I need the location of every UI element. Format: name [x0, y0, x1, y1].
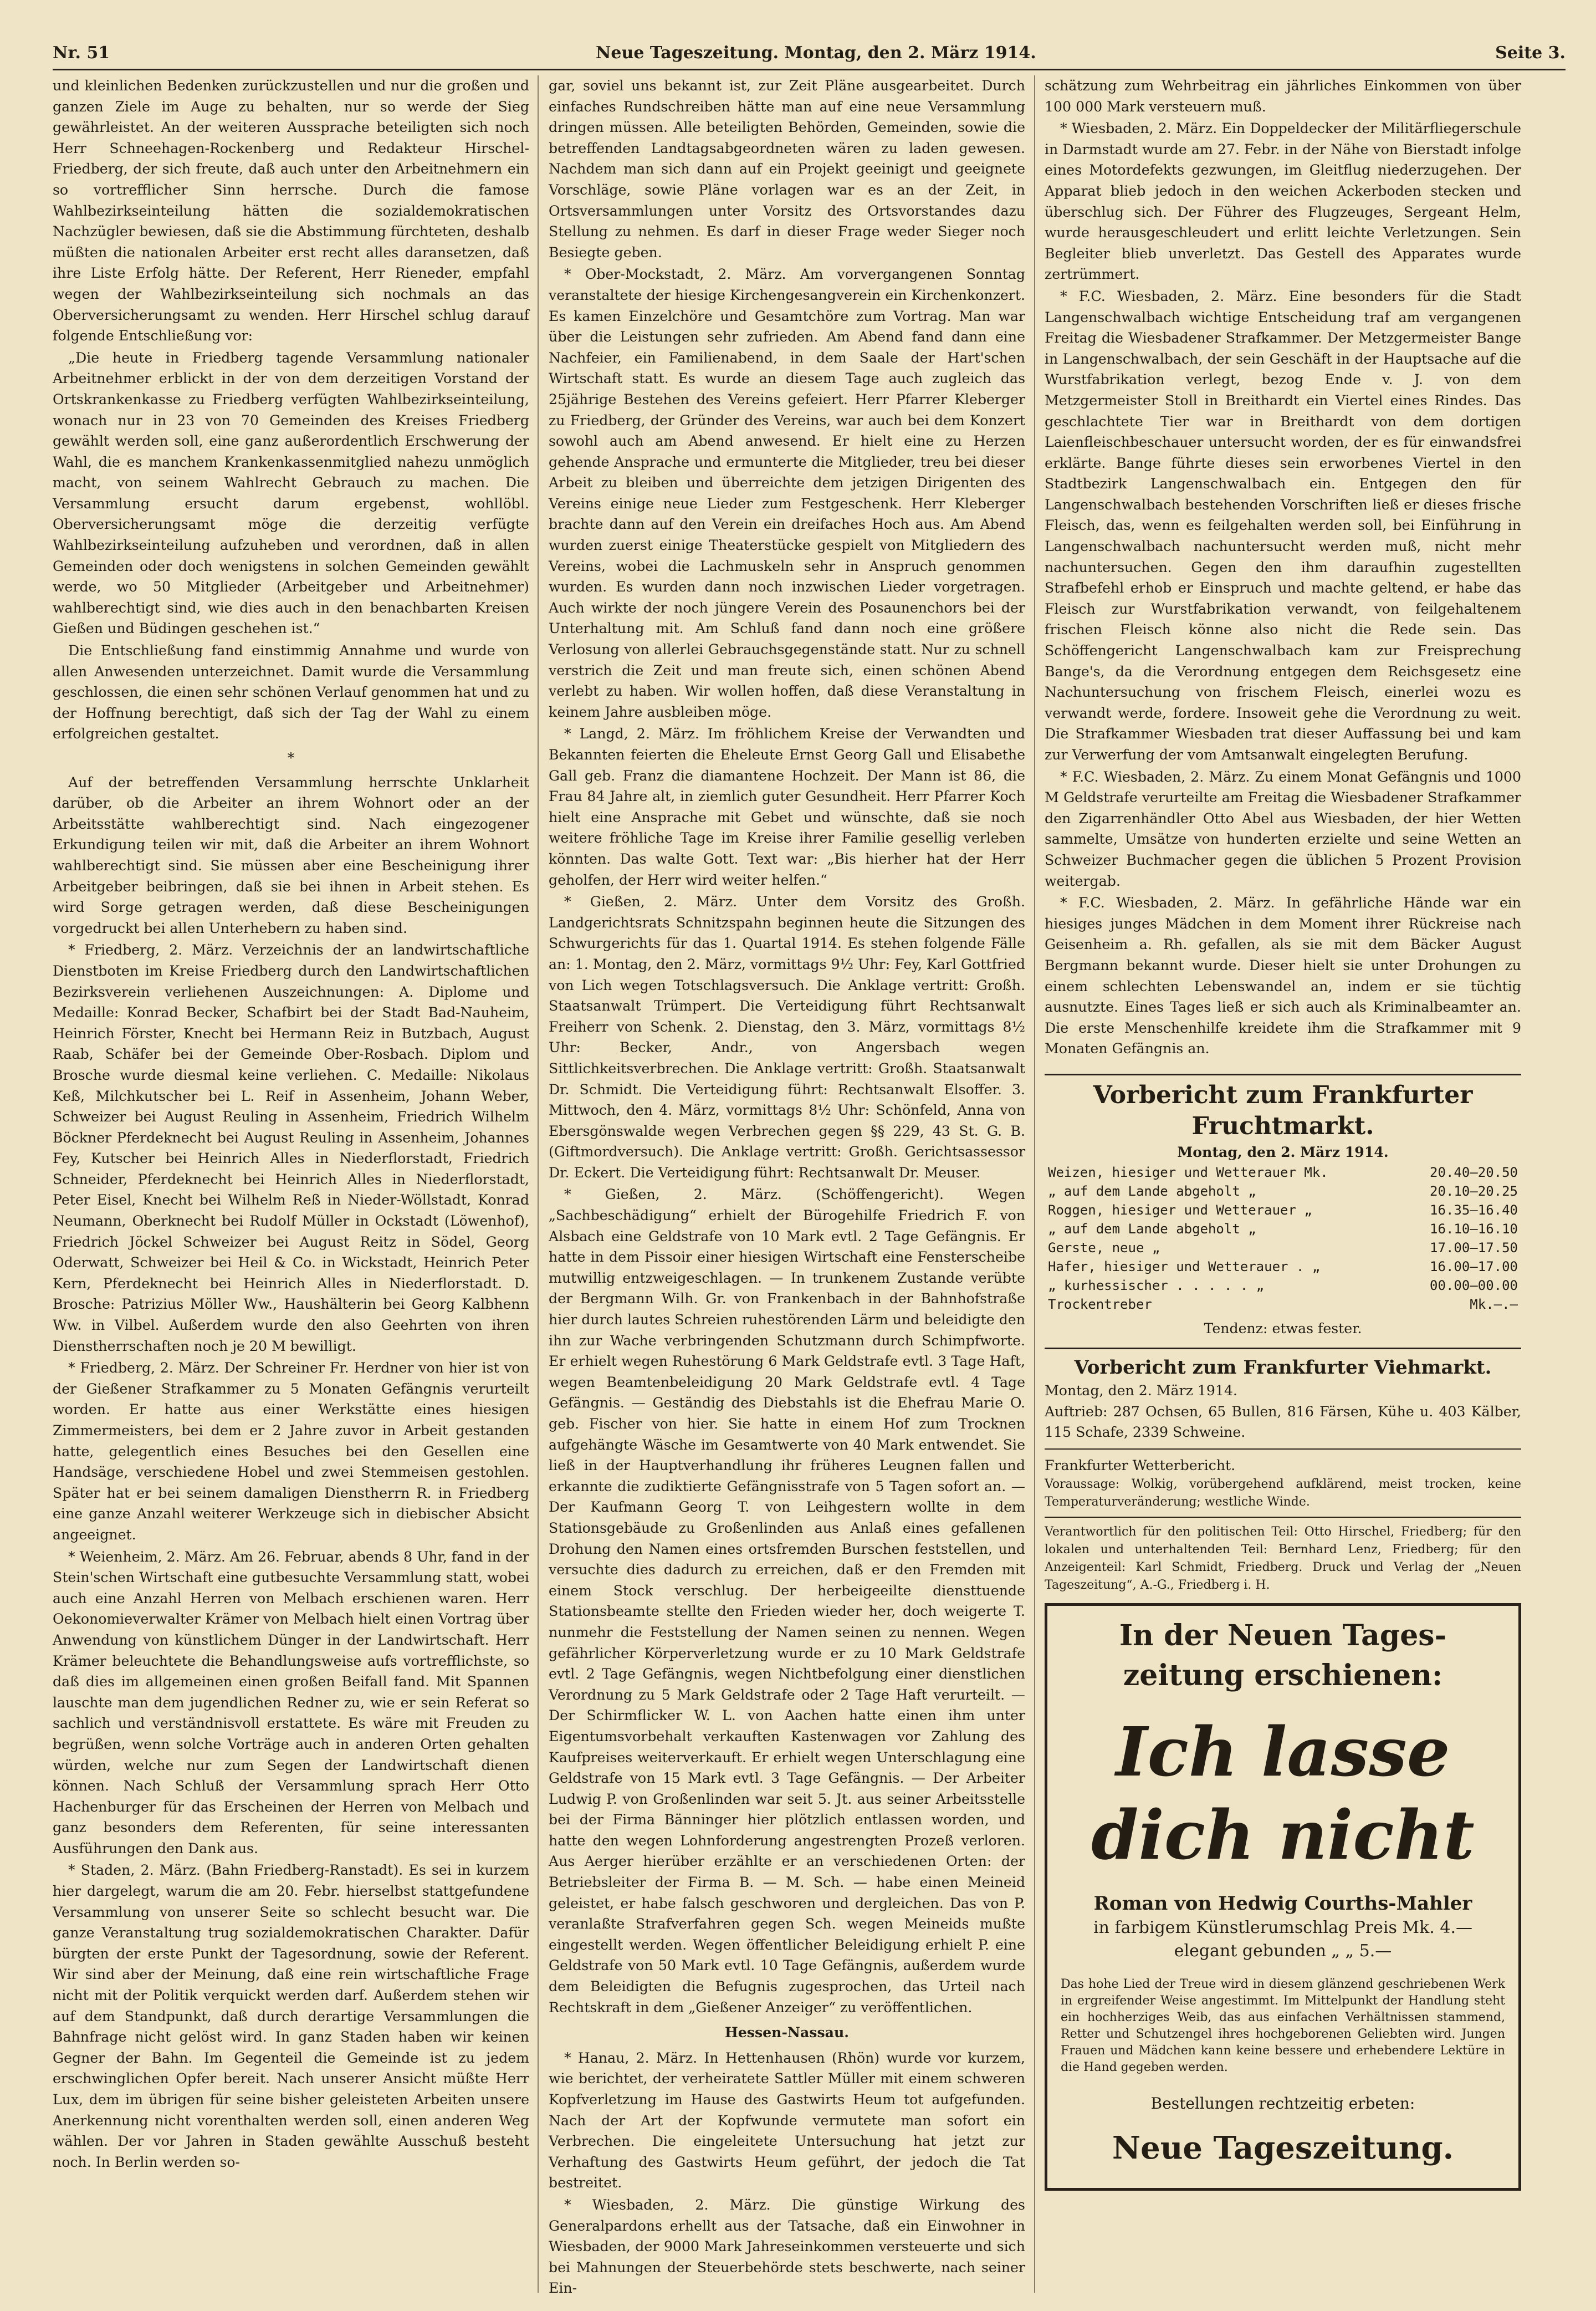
news-item-friedberg: * Friedberg, 2. März. Der Schreiner Fr. Herdner von hier ist von der Gießener Strafkammer zu 5 Monaten Gefängnis verurteilt worden. Er hatte aus einer Werkstätte eines hiesigen Zimmermeisters, bei dem er 2 Jahre zuvor in Arbeit gestanden hatte, gelegentlich eines Besuches bei den Gesellen eine Handsäge, verschiedene Hobel und zwei Stemmeisen gestohlen. Später hat er bei seinem damaligen Dienstherrn R. in Friedberg eine ganze Anzahl weiterer Werkzeuge sich in diebischer Absicht angeeignet. — [53, 1360, 529, 1543]
market-row — [1048, 1220, 1518, 1238]
news-item-staden: * Staden, 2. März. (Bahn Friedberg-Ranstadt). Es sei in kurzem hier dargelegt, warum die am 20. Febr. hierselbst stattgefundene Versammlung von unserer Seite so schlecht besucht war. Die ganze Veranstaltung trug sozialdemokratischen Charakter. Dafür bürgten der erste Punkt der Tagesordnung, sowie der Referent. Wir sind aber der Meinung, daß eine rein wirtschaftliche Frage nicht mit der Politik verquickt werden darf. Außerdem stehen wir auf dem Standpunkt, daß durch derartige Versammlungen die Bahnfrage nicht gelöst wird. In ganz Staden haben wir keinen Gegner der Bahn. Im Gegenteil die Gemeinde ist zu jedem erschwinglichen Opfer bereit. Nach unserer Ansicht müßte Herr Lux, dem im übrigen für seine bisher geleisteten Arbeiten unsere Anerkennung nicht vorenthalten werden soll, einen anderen Weg wählen. Der vor Jahren in Staden gewählte Ausschuß besteht noch. In Berlin werden so- — [53, 1862, 529, 2170]
news-item-weienheim: * Weienheim, 2. März. Am 26. Februar, abends 8 Uhr, fand in der Stein'schen Wirtschaft eine gutbesuchte Versammlung statt, wobei auch eine Anzahl Herren von Melbach erschienen waren. Herr Oekonomieverwalter Krämer von Melbach hielt einen Vortrag über Anwendung von künstlichem Dünger in der Landwirtschaft. Herr Krämer beleuchtete die Behandlungsweise aufs vortrefflichste, so daß dies im allgemeinen einen großen Beifall fand. Mit Spannen lauschte man dem jugendlichen Redner zu, wie er sein Referat so sachlich und verständnisvoll erstattete. Es wäre mit Freuden zu begrüßen, wenn solche Vorträge auch in anderen Orten gehalten würden, welche nur zum Segen der Landwirtschaft dienen können. Nach Schluß der Versammlung sprach Herr Otto Hachenburger für das Erscheinen der Herren von Melbach und ganz besonders dem Referenten, für seine interessanten Ausführungen den Dank aus. — [53, 1548, 529, 1856]
news-item-wiesbaden: * Wiesbaden, 2. März. Die günstige Wirkung des Generalpardons erhellt aus der Tatsache, daß ein Einwohner in Wiesbaden, der 9000 Mark Jahreseinkommen versteuerte und sich bei Mahnungen der Steuerbehörde stets beschwerte, nach seiner Ein- — [549, 2196, 1025, 2297]
ad-author: Roman von Hedwig Courths-Mahler — [1093, 1892, 1472, 1915]
news-item-giessen: * Gießen, 2. März. Unter dem Vorsitz des Großh. Landgerichtsrats Schnitzspahn beginnen heute die Sitzungen des Schwurgerichts für das 1. Quartal 1914. Es stehen folgende Fälle an: 1. Montag, den 2. März, vormittags 9½ Uhr: Fey, Karl Gottfried von Lich wegen Totschlagsversuch. Die Anklage vertritt: Großh. Staatsanwalt Trümpert. Die Verteidigung führt Rechtsanwalt Freiherr von Schenk. 2. Dienstag, den 3. März, vormittags 8½ Uhr: Becker, Andr., von Angersbach wegen Sittlichkeitsverbrechen. Die Anklage vertritt: Großh. Staatsanwalt Dr. Schmidt. Die Verteidigung führt: Rechtsanwalt Elsoffer. 3. Mittwoch, den 4. März, vormittags 8½ Uhr: Schönfeld, Anna von Ebersgönswalde wegen Verbrechen gegen §§ 229, 43 St. G. B. (Giftmordversuch). Die Anklage vertritt: Großh. Gerichtsassessor Dr. Eckert. Die Verteidigung führt: Rechtsanwalt Dr. Meuser. — [549, 894, 1025, 1181]
news-item-wiesbaden: * Wiesbaden, 2. März. Ein Doppeldecker der Militärfliegerschule in Darmstadt wurde am 27. Febr. in der Nähe von Bierstadt infolge eines Motordefekts gezwungen, im Gleitflug niederzugehen. Der Apparat blieb jedoch in den weichen Ackerboden stecken und überschlug sich. Der Führer des Flugzeuges, Sergeant Helm, wurde herausgeschleudert und erlitt leichte Verletzungen. Sein Begleiter blieb unverletzt. Das Gestell des Apparates wurde zertrümmert. — [1045, 120, 1521, 283]
market-row — [1048, 1238, 1518, 1257]
article-text: und kleinlichen Bedenken zurückzustellen und nur die großen und ganzen Ziele im Auge zu behalten, nur so werde der Sieg gewährleistet. An der weiteren Aussprache beteiligten sich noch Herr Schneehagen-Rockenberg und Redakteur Hirschel-Friedberg, der sich freute, daß auch unter den Arbeitnehmern ein so vortrefflicher Sinn herrsche. Durch die famose Wahlbezirkseinteilung hätten die sozialdemokratischen Nachzügler bewiesen, daß sie die Abstimmung fürchteten, deshalb müßten die nationalen Arbeiter erst recht alles daransetzen, daß ihre Liste Erfolg hätte. Der Referent, Herr Rieneder, empfahl wegen der Wahlbezirkseinteilung sich nochmals an das Oberversicherungsamt zu wenden. Herr Hirschel schlug darauf folgende Entschließung vor: — [53, 78, 529, 344]
ad-headline: zeitung erschienen: — [1123, 1659, 1443, 1693]
news-item-ober-mockstadt: * Ober-Mockstadt, 2. März. Am vorvergangenen Sonntag veranstaltete der hiesige Kirchengesangverein ein Kirchenkonzert. Es kamen Einzelchöre und Gesamtchöre zum Vortrag. Man war über die Leistungen sehr zufrieden. Am Abend fand dann eine Nachfeier, ein Familienabend, in dem Saale der Hart'schen Wirtschaft statt. Es wurde an diesem Tage auch zugleich das 25jährige Bestehen des Vereins gefeiert. Herr Pfarrer Kleberger zu Friedberg, der Gründer des Vereins, war auch bei dem Konzert sowohl auch am Abend anwesend. Er hielt eine zu Herzen gehende Ansprache und ermunterte die Mitglieder, treu bei dieser Arbeit zu bleiben und überreichte dem jetzigen Dirigenten des Vereins einige neue Lieder zum Festgeschenk. Herr Kleberger brachte dann auf den Verein ein dreifaches Hoch aus. Am Abend wurden zuerst einige Theaterstücke gespielt von Mitgliedern des Vereins, wobei die Lachmuskeln sehr in Anspruch genommen wurden. Es wurden dann noch inzwischen Lieder vorgetragen. Auch wirkte der noch jüngere Verein des Posaunenchors bei der Unterhaltung mit. Am Schluß fand dann noch eine größere Verlosung von allerlei Gebrauchsgegenstände statt. Nur zu schnell verstrich die Zeit und man freute sich, einen schönen Abend verlebt zu haben. Wir wollen hoffen, daß diese Veranstaltung in keinem Jahre ausbleiben möge. — [549, 266, 1025, 720]
market-row-label: Roggen, hiesiger und Wetterauer „ — [1048, 1202, 1312, 1218]
news-item-wiesbaden: * F.C. Wiesbaden, 2. März. Eine besonders für die Stadt Langenschwalbach wichtige Entscheidung traf am vergangenen Freitag die Wiesbadener Strafkammer. Der Metzgermeister Bange in Langenschwalbach, der sein Geschäft in der Hauptsache auf die Wurstfabrikation verlegt, bezog Ende v. J. von dem Metzgermeister Stoll in Breithardt ein Viertel eines Rindes. Das geschlachtete Tier war in Breithardt von dem dortigen Laienfleischbeschauer untersucht worden, der es für einwandsfrei erklärte. Bange führte dieses sein erworbenes Viertel in den Stadtbezirk Langenschwalbach ein. Entgegen den für Langenschwalbach bestehenden Vorschriften ließ er dieses frische Fleisch, das, wenn es feilgehalten werden soll, bei Einführung in Langenschwalbach nachuntersucht werden muß, nicht mehr nachuntersuchen. Gegen den ihm daraufhin zugestellten Strafbefehl erhob er Einspruch und machte geltend, er habe das Fleisch zur Wurstfabrikation verwandt, von feilgehaltenem frischen Fleisch könne also nicht die Rede sein. Das Schöffengericht Langenschwalbach kam zur Freisprechung Bange's, da die Verordnung entgegen dem Reichsgesetz eine Nachuntersuchung von frischem Fleisch, einerlei wozu es verwandt werde, fordere. Insoweit gehe die Verordnung zu weit. Die Strafkammer Wiesbaden trat dieser Auffassung bei und kam zur Verwerfung der vom Amtsanwalt eingelegten Berufung. — [1045, 288, 1521, 763]
issue-number: Nr. 51 — [53, 43, 110, 63]
market-tendency: Tendenz: etwas fester. — [1204, 1320, 1362, 1336]
market-row-label: Trockentreber — [1048, 1296, 1152, 1312]
ad-description: Das hohe Lied der Treue wird in diesem glänzend geschriebenen Werk in ergreifender Weise angestimmt. Im Mittelpunkt der Handlung steht ein hochherziges Weib, das aus einfachen Verhältnissen stammend, Retter und Schutzengel ihres hochgeborenen Geliebten wird. Jungen Frauen und Mädchen kann keine bessere und erhebendere Lektüre in die Hand gegeben werden. — [1061, 1977, 1505, 2075]
market-row — [1048, 1182, 1518, 1201]
weather-text: Voraussage: Wolkig, vorübergehend aufklärend, meist trocken, keine Temperaturveränderung; westliche Winde. — [1045, 1477, 1521, 1509]
market-row-value: 00.00—00.00 — [1430, 1277, 1518, 1293]
market-row-value: 17.00—17.50 — [1430, 1239, 1518, 1256]
cattle-text: Auftrieb: 287 Ochsen, 65 Bullen, 816 Färsen, Kühe u. 403 Kälber, 115 Schafe, 2339 Schweine. — [1045, 1403, 1521, 1441]
news-item-wiesbaden: * F.C. Wiesbaden, 2. März. Zu einem Monat Gefängnis und 1000 M Geldstrafe verurteilte am Freitag die Wiesbadener Strafkammer den Zigarrenhändler Otto Abel aus Wiesbaden, der hier Wetten sammelte, Umsätze von hunderten erzielte und seine Wetten an Schweizer Buchmacher gegen die üblichen 5 Prozent Provision weitergab. — [1045, 768, 1521, 889]
imprint: Verantwortlich für den politischen Teil: Otto Hirschel, Friedberg; für den lokalen und unterhaltenden Teil: Bernhard Lenz, Friedberg; für den Anzeigenteil: Karl Schmidt, Friedberg. Druck und Verlag der „Neuen Tageszeitung“, A.-G., Friedberg i. H. — [1045, 1525, 1521, 1593]
market-row-label: „ auf dem Lande abgeholt „ — [1048, 1221, 1256, 1237]
market-row-value: 20.10—20.25 — [1430, 1183, 1518, 1199]
page-header — [53, 43, 1566, 70]
weather-title: Frankfurter Wetterbericht. — [1045, 1457, 1236, 1473]
article-text: gar, soviel uns bekannt ist, zur Zeit Pläne ausgearbeitet. Durch einfaches Rundschreiben hätte man auf eine neue Versammlung dringen müssen. Alle beteiligten Behörden, Gemeinden, sowie die betreffenden Landtagsabgeordneten wären zu laden gewesen. Nachdem man sich dann auf ein Projekt geeinigt und geeignete Vorschläge, sowie Pläne vorlagen war es an der Zeit, in Ortsversammlungen unter Vorsitz des Ortsvorstandes dazu Stellung zu nehmen. Es darf in dieser Frage weder Sieger noch Besiegte geben. — [549, 78, 1025, 261]
news-item-wiesbaden: * F.C. Wiesbaden, 2. März. In gefährliche Hände war ein hiesiges junges Mädchen in dem Moment ihrer Rückreise nach Geisenheim a. Rh. gefallen, als sie mit dem Bäcker August Bergmann bekannt wurde. Dieser hielt sie unter Drohungen zu einem schlechten Lebenswandel an, indem er sie tüchtig ausnutzte. Eines Tages ließ er sich auch als Kriminalbeamter an. Die erste Menschenhilfe kreidete ihm die Strafkammer mit 9 Monaten Gefängnis an. — [1045, 895, 1521, 1057]
masthead-date: Neue Tageszeitung. Montag, den 2. März 1914. — [596, 43, 1036, 63]
column-1 — [53, 75, 529, 2287]
ad-headline: In der Neuen Tages- — [1119, 1619, 1447, 1653]
market-title: Vorbericht zum Frankfurter Fruchtmarkt. — [1093, 1080, 1473, 1140]
article-text: Auf der betreffenden Versammlung herrschte Unklarheit darüber, ob die Arbeiter an ihrem Wohnort oder an der Arbeitsstätte wahlberechtigt sind. Nach eingezogener Erkundigung teilen wir mit, daß die Arbeiter an ihrem Wohnort wahlberechtigt sind. Sie müssen aber eine Bescheinigung ihrer Arbeitgeber beibringen, daß sie bei ihnen in Arbeit stehen. Es wird Sorge getragen werden, daß diese Bescheinigungen vorgedruckt bei allen Unterhebern zu haben sind. — [53, 774, 529, 936]
market-row — [1048, 1201, 1518, 1220]
column-divider — [538, 75, 539, 2293]
market-row-value: 16.35—16.40 — [1430, 1202, 1518, 1218]
market-row-label: Hafer, hiesiger und Wetterauer . „ — [1048, 1258, 1321, 1274]
market-row-label: „ kurhessischer . . . . . „ — [1048, 1277, 1265, 1293]
article-text: schätzung zum Wehrbeitrag ein jährliches Einkommen von über 100 000 Mark versteuern muß. — [1045, 78, 1521, 115]
ad-newspaper-name: Neue Tageszeitung. — [1112, 2130, 1454, 2167]
news-item-giessen-court: * Gießen, 2. März. (Schöffengericht). Wegen „Sachbeschädigung“ erhielt der Bürogehilfe Friedrich F. von Alsbach eine Geldstrafe von 10 Mark evtl. 2 Tage Gefängnis. Er hatte in dem Pissoir einer hiesigen Wirtschaft eine Fensterscheibe mutwillig entzweigeschlagen. — In trunkenem Zustande verübte der Bergmann Wilh. Gr. von Frankenbach in der Bahnhofstraße hier durch lautes Schreien ruhestörenden Lärm und beleidigte den ihn zur Wache verbringenden Schutzmann durch Schimpfworte. Er erhielt wegen Ruhestörung 6 Mark Geldstrafe evtl. 3 Tage Haft, wegen Beamtenbeleidigung 20 Mark Geldstrafe evtl. 4 Tage Gefängnis. — Geständig des Diebstahls ist die Ehefrau Marie O. geb. Fischer von hier. Sie hatte in einem Hof zum Trocknen aufgehängte Wäsche im Gesamtwerte von 40 Mark entwendet. Sie ließ in der Hauptverhandlung ihr früheres Leugnen fallen und erkannte die zudiktierte Gefängnisstrafe von 5 Tagen sofort an. — Der Kaufmann Georg T. von Leihgestern wollte in dem Stationsgebäude zu Großenlinden aus Anlaß eines gefallenen Drohung den Namen eines ortsfremden Burschen feststellen, und versuchte dies dadurch zu erreichen, daß er den Fremden mit einem Stock verschlug. Der herbeigeeilte diensttuende Stationsbeamte stellte den Frieden wieder her, doch weigerte T. nunmehr die Feststellung der Namen seinen zu nennen. Wegen gefährlicher Körperverletzung wurde er zu 10 Mark Geldstrafe evtl. 2 Tage Gefängnis, wegen Nichtbefolgung einer dienstlichen Verordnung zu 5 Mark Geldstrafe oder 2 Tage Haft verurteilt. — Der Schirmflicker W. L. von Aachen hatte einen ihm unter Eigentumsvorbehalt verkauften Kastenwagen vor Zahlung des Kaufpreises weiterverkauft. Er erhielt wegen Unterschlagung eine Geldstrafe von 15 Mark evtl. 3 Tage Gefängnis. — Der Arbeiter Ludwig P. von Großenlinden war seit 5. Jt. aus seiner Arbeitsstelle bei der Firma Bänninger hier plötzlich entlassen worden, und hatte den wegen Lohnforderung angestrengten Prozeß verloren. Aus Aerger hierüber erzählte er an verschiedenen Orten: der Betriebsleiter der Firma B. — M. Sch. — habe einen Meineid geleistet, er habe falsch geschworen und dergleichen. Das von P. veranlaßte Strafverfahren gegen Sch. wegen Meineids mußte eingestellt werden. Wegen öffentlicher Beleidigung erhielt P. eine Geldstrafe von 50 Mark evtl. 10 Tage Gefängnis, außerdem wurde dem Beleidigten die Befugnis zugesprochen, das Urteil nach Rechtskraft in dem „Gießener Anzeiger“ zu veröffentlichen. — [549, 1186, 1025, 2016]
news-item-hanau: * Hanau, 2. März. In Hettenhausen (Rhön) wurde vor kurzem, wie berichtet, der verheiratete Sattler Müller mit einem schweren Kopfverletzung im Hause des Gastwirts Heum tot aufgefunden. Nach der Art der Kopfwunde vermutete man sofort ein Verbrechen. Die eingeleitete Untersuchung hat jetzt zur Verhaftung des Gastwirts Heum geführt, der jedoch die Tat bestreitet. — [549, 2049, 1025, 2191]
market-row-label: Gerste, neue „ — [1048, 1239, 1160, 1256]
ad-order-note: Bestellungen rechtzeitig erbeten: — [1150, 2094, 1415, 2113]
ad-price: in farbigem Künstlerumschlag Preis Mk. 4.— — [1093, 1918, 1472, 1938]
column-2 — [549, 75, 1025, 2297]
cattle-title: Vorbericht zum Frankfurter Viehmarkt. — [1074, 1356, 1492, 1379]
market-row — [1048, 1276, 1518, 1295]
fruit-market-report — [1045, 1074, 1521, 1349]
market-row-value: 20.40—20.50 — [1430, 1164, 1518, 1180]
market-row — [1048, 1257, 1518, 1276]
market-row-value: 16.10—16.10 — [1430, 1221, 1518, 1237]
column-divider — [1034, 75, 1035, 2293]
page-number: Seite 3. — [1495, 43, 1566, 63]
ad-price: elegant gebunden „ „ 5.— — [1174, 1941, 1392, 1961]
market-row-value: 16.00—17.00 — [1430, 1258, 1518, 1274]
market-row — [1048, 1295, 1518, 1314]
cattle-date: Montag, den 2. März 1914. — [1045, 1382, 1237, 1399]
section-heading: Hessen-Nassau. — [724, 2024, 850, 2041]
market-row-label: „ auf dem Lande abgeholt „ — [1048, 1183, 1256, 1199]
cattle-market-report — [1045, 1355, 1521, 1443]
book-advertisement — [1045, 1603, 1521, 2191]
market-row-label: Weizen, hiesiger und Wetterauer Mk. — [1048, 1164, 1328, 1180]
divider — [1045, 1448, 1521, 1450]
market-row-value: Mk.—.— — [1470, 1296, 1518, 1312]
column-3 — [1045, 75, 1521, 2287]
article-text: Die Entschließung fand einstimmig Annahme und wurde von allen Anwesenden unterzeichnet. Damit wurde die Versammlung geschlossen, die einen sehr schönen Verlauf genommen hat und zu der Hoffnung berechtigt, daß sich der Tag der Wahl zu einem erfolgreichen gestaltet. — [53, 642, 529, 742]
weather-report — [1045, 1455, 1521, 1512]
news-item-friedberg: * Friedberg, 2. März. Verzeichnis der an landwirtschaftliche Dienstboten im Kreise Friedberg durch den Landwirtschaftlichen Bezirksverein verliehenen Auszeichnungen: A. Diplome und Medaille: Konrad Becker, Schafbirt bei der Stadt Bad-Nauheim, Heinrich Förster, Knecht bei Hermann Reiz in Butzbach, August Raab, Schäfer bei der Gemeinde Ober-Rosbach. Diplom und Brosche wurde diesmal keine verliehen. C. Medaille: Nikolaus Keß, Milchkutscher bei L. Reif in Assenheim, Johann Weber, Schweizer bei August Reuling in Assenheim, Friedrich Wilhelm Böckner Pferdeknecht bei August Reuling in Assenheim, Johannes Fey, Kutscher bei Heinrich Alles in Niederflorstadt, Friedrich Schneider, Pferdeknecht bei Heinrich Alles in Niederflorstadt, Peter Eisel, Knecht bei Wilhelm Reß in Nieder-Wöllstadt, Konrad Neumann, Oberknecht bei Rudolf Müller in Ockstadt (Löwenhof), Friedrich Jöckel Schweizer bei August Reitz in Södel, Georg Oderwatt, Schweizer bei Heil & Co. in Wickstadt, Heinrich Peter Kern, Pferdeknecht bei Heinrich Alles in Niederflorstadt. D. Brosche: Patrizius Möller Ww., Haushälterin bei Georg Kalbhenn Ww. in Vilbel. Außerdem wurde den also Geehrten von ihren Dienstherrschaften noch je 20 M bewilligt. — [53, 942, 529, 1354]
separator-star: * — [287, 750, 295, 766]
ad-book-title: Ich lasse dich nicht — [1091, 1712, 1475, 1875]
market-date: Montag, den 2. März 1914. — [1177, 1143, 1389, 1160]
market-row — [1048, 1163, 1518, 1182]
news-item-langd: * Langd, 2. März. Im fröhlichem Kreise der Verwandten und Bekannten feierten die Eheleute Ernst Georg Gall und Elisabethe Gall geb. Franz die diamantene Hochzeit. Der Mann ist 86, die Frau 84 Jahre alt, in ziemlich guter Gesundheit. Herr Pfarrer Koch hielt eine Ansprache mit Gebet und wünschte, daß sie noch weitere fröhliche Tage im Kreise ihrer Familie gesellig verleben könnten. Das walte Gott. Text war: „Bis hierher hat der Herr geholfen, der Herr wird weiter helfen.“ — [549, 726, 1025, 888]
resolution-quote: „Die heute in Friedberg tagende Versammlung nationaler Arbeitnehmer erblickt in der von dem derzeitigen Vorstand der Ortskrankenkasse zu Friedberg verfügten Wahlbezirkseinteilung, wonach nur in 23 von 70 Gemeinden des Kreises Friedberg gewählt werden soll, eine ganz außerordentlich Erschwerung der Wahl, die es manchem Krankenkassenmitglied nahezu unmöglich macht, von seinem Wahlrecht Gebrauch zu machen. Die Versammlung ersucht darum ergebenst, wohllöbl. Oberversicherungsamt möge die derzeitig verfügte Wahlbezirkseinteilung aufzuheben und verordnen, daß in allen Gemeinden oder doch wenigstens in solchen Gemeinden gewählt werde, wo 50 Mitglieder (Arbeitgeber und Arbeitnehmer) wahlberechtigt sind, wie dies auch in den benachbarten Kreisen Gießen und Büdingen geschehen ist.“ — [53, 349, 529, 637]
divider — [1045, 1517, 1521, 1518]
